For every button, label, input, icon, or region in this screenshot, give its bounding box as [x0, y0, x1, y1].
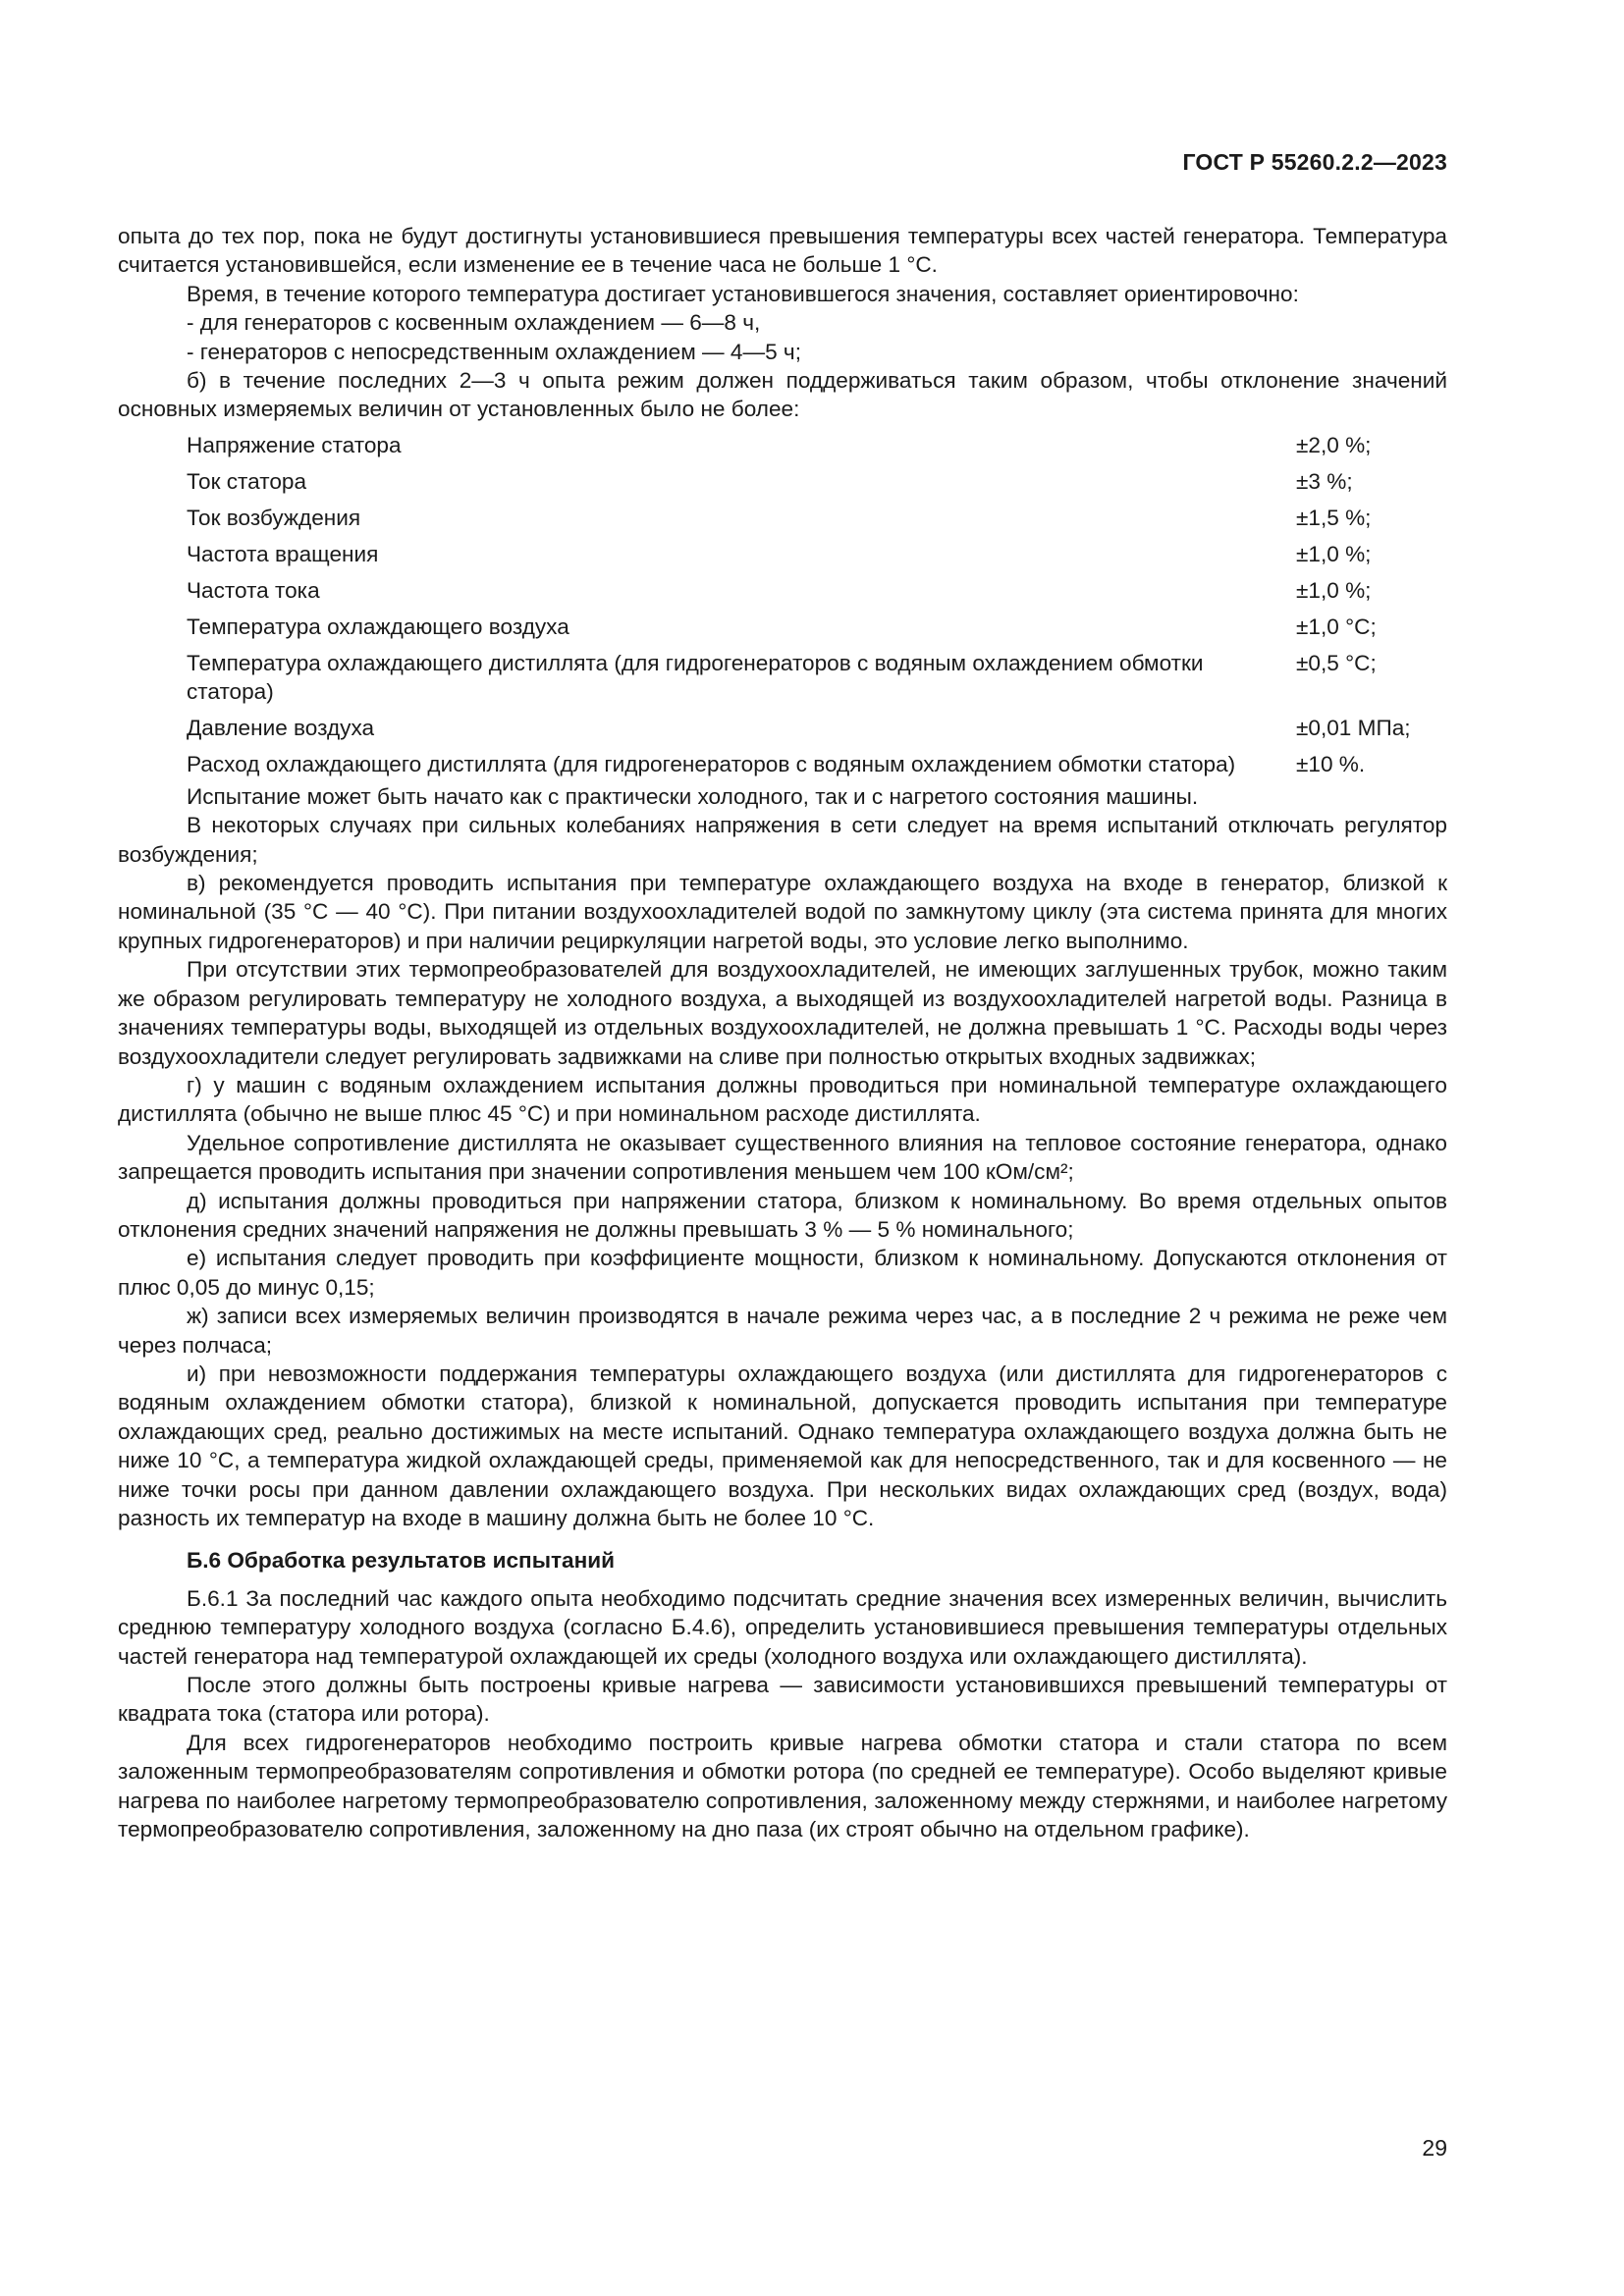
paragraph: Время, в течение которого температура достигает установившегося значения, составляет ориентировочно:: [187, 281, 1299, 306]
tolerance-value: ±0,01 МПа;: [1296, 715, 1411, 740]
tolerance-value: ±0,5 °С;: [1296, 650, 1377, 675]
paragraph: В некоторых случаях при сильных колебаниях напряжения в сети следует на время испытаний отключать регулятор возбуждения;: [118, 813, 1447, 867]
tolerance-value: ±1,0 %;: [1296, 577, 1372, 603]
paragraph: После этого должны быть построены кривые нагрева — зависимости установившихся превышений температуры от квадрата тока (статора или ротора).: [118, 1673, 1447, 1727]
paragraph-item-d: д) испытания должны проводиться при напряжении статора, близком к номинальному. Во время отдельных опытов отклонения средних значений напряжения не должны превышать 3 % — 5 % номинального;: [118, 1188, 1447, 1242]
tolerance-value: ±10 %.: [1296, 751, 1366, 776]
measurement-name: Напряжение статора: [187, 432, 402, 457]
paragraph: опыта до тех пор, пока не будут достигнуты установившиеся превышения температуры всех частей генератора. Температура считается установившейся, если изменение ее в течение часа не больше 1 °С.: [118, 224, 1447, 278]
tolerance-value: ±2,0 %;: [1296, 432, 1372, 457]
table-row: [187, 427, 1516, 463]
table-row: [187, 500, 1516, 536]
paragraph: При отсутствии этих термопреобразователей для воздухоохладителей, не имеющих заглушенных трубок, можно таким же образом регулировать температуру не холодного воздуха, а выходящей из воздухоохладителей нагретой воды. Разница в значениях температуры воды, выходящей из отдельных воздухоохладителей, не должна превышать 1 °С. Расходы воды через воздухоохладители следует регулировать задвижками на сливе при полностью открытых входных задвижках;: [118, 957, 1447, 1069]
measurement-name: Частота вращения: [187, 541, 379, 566]
list-item: - для генераторов с косвенным охлаждением — 6—8 ч,: [187, 310, 761, 336]
paragraph: Испытание может быть начато как с практически холодного, так и с нагретого состояния машины.: [187, 783, 1199, 809]
page-number: 29: [1422, 2135, 1447, 2161]
paragraph-b61: Б.6.1 За последний час каждого опыта необходимо подсчитать средние значения всех измеренных величин, вычислить среднюю температуру холодного воздуха (согласно Б.4.6), определить установившиеся превышения температуры отдельных частей генератора над температурой охлаждающей их среды (холодного воздуха или охлаждающего дистиллята).: [118, 1585, 1447, 1669]
table-row: [187, 463, 1516, 500]
tolerance-value: ±1,5 %;: [1296, 505, 1372, 530]
measurement-name: Ток статора: [187, 468, 307, 494]
paragraph: Удельное сопротивление дистиллята не оказывает существенного влияния на тепловое состояние генератора, однако запрещается проводить испытания при значении сопротивления меньшем чем 100 кОм/см²;: [118, 1130, 1447, 1185]
document-body: [118, 222, 1447, 1843]
measurement-tolerance-table: [187, 427, 1516, 782]
list-item: - генераторов с непосредственным охлаждением — 4—5 ч;: [187, 339, 801, 364]
paragraph-item-v: в) рекомендуется проводить испытания при температуре охлаждающего воздуха на входе в генератор, близкой к номинальной (35 °С — 40 °С). При питании воздухоохладителей водой по замкнутому циклу (эта система принята для многих крупных гидрогенераторов) и при наличии рециркуляции нагретой воды, это условие легко выполнимо.: [118, 871, 1447, 953]
tolerance-value: ±1,0 °С;: [1296, 614, 1377, 639]
table-row: [187, 710, 1516, 746]
paragraph-item-g: г) у машин с водяным охлаждением испытания должны проводиться при номинальной температуре охлаждающего дистиллята (обычно не выше плюс 45 °С) и при номинальном расходе дистиллята.: [118, 1072, 1447, 1127]
paragraph-item-zh: ж) записи всех измеряемых величин производятся в начале режима через час, а в последние 2 ч режима не реже чем через полчаса;: [118, 1304, 1447, 1358]
measurement-name: Частота тока: [187, 577, 320, 603]
paragraph: Для всех гидрогенераторов необходимо построить кривые нагрева обмотки статора и стали статора по всем заложенным термопреобразователям сопротивления и обмотки ротора (по средней ее температуре). Особо выделяют кривые нагрева по наиболее нагретому термопреобразователю сопротивления, заложенному между стержнями, и наиболее нагретому термопреобразователю сопротивления, заложенному на дно паза (их строят обычно на отдельном графике).: [118, 1730, 1447, 1842]
measurement-name: Температура охлаждающего дистиллята (для гидрогенераторов с водяным охлаждением обмотки статора): [187, 650, 1204, 704]
paragraph-item-i: и) при невозможности поддержания температуры охлаждающего воздуха (или дистиллята для гидрогенераторов с водяным охлаждением обмотки статора), близкой к номинальной, допускается проводить испытания при температуре охлаждающих сред, реально достижимых на месте испытаний. Однако температура охлаждающего воздуха должна быть не ниже 10 °С, а температура жидкой охлаждающей среды, применяемой как для непосредственного, так и для косвенного — не ниже точки росы при данном давлении охлаждающего воздуха. При нескольких видах охлаждающих сред (воздух, вода) разность их температур на входе в машину должна быть не более 10 °С.: [118, 1361, 1447, 1530]
paragraph-item-e: е) испытания следует проводить при коэффициенте мощности, близком к номинальному. Допускаются отклонения от плюс 0,05 до минус 0,15;: [118, 1246, 1447, 1300]
section-heading: Б.6 Обработка результатов испытаний: [187, 1548, 616, 1574]
table-row: [187, 645, 1516, 710]
document-code-header: ГОСТ Р 55260.2.2—2023: [1182, 149, 1447, 175]
table-row: [187, 746, 1516, 782]
measurement-name: Давление воздуха: [187, 715, 375, 740]
measurement-name: Температура охлаждающего воздуха: [187, 614, 569, 639]
table-row: [187, 536, 1516, 572]
table-row: [187, 609, 1516, 645]
measurement-name: Расход охлаждающего дистиллята (для гидрогенераторов с водяным охлаждением обмотки статора): [187, 751, 1236, 776]
paragraph-item-b: б) в течение последних 2—3 ч опыта режим должен поддерживаться таким образом, чтобы отклонение значений основных измеряемых величин от установленных было не более:: [118, 368, 1447, 422]
tolerance-value: ±1,0 %;: [1296, 541, 1372, 566]
measurement-name: Ток возбуждения: [187, 505, 361, 530]
tolerance-value: ±3 %;: [1296, 468, 1353, 494]
table-row: [187, 572, 1516, 609]
